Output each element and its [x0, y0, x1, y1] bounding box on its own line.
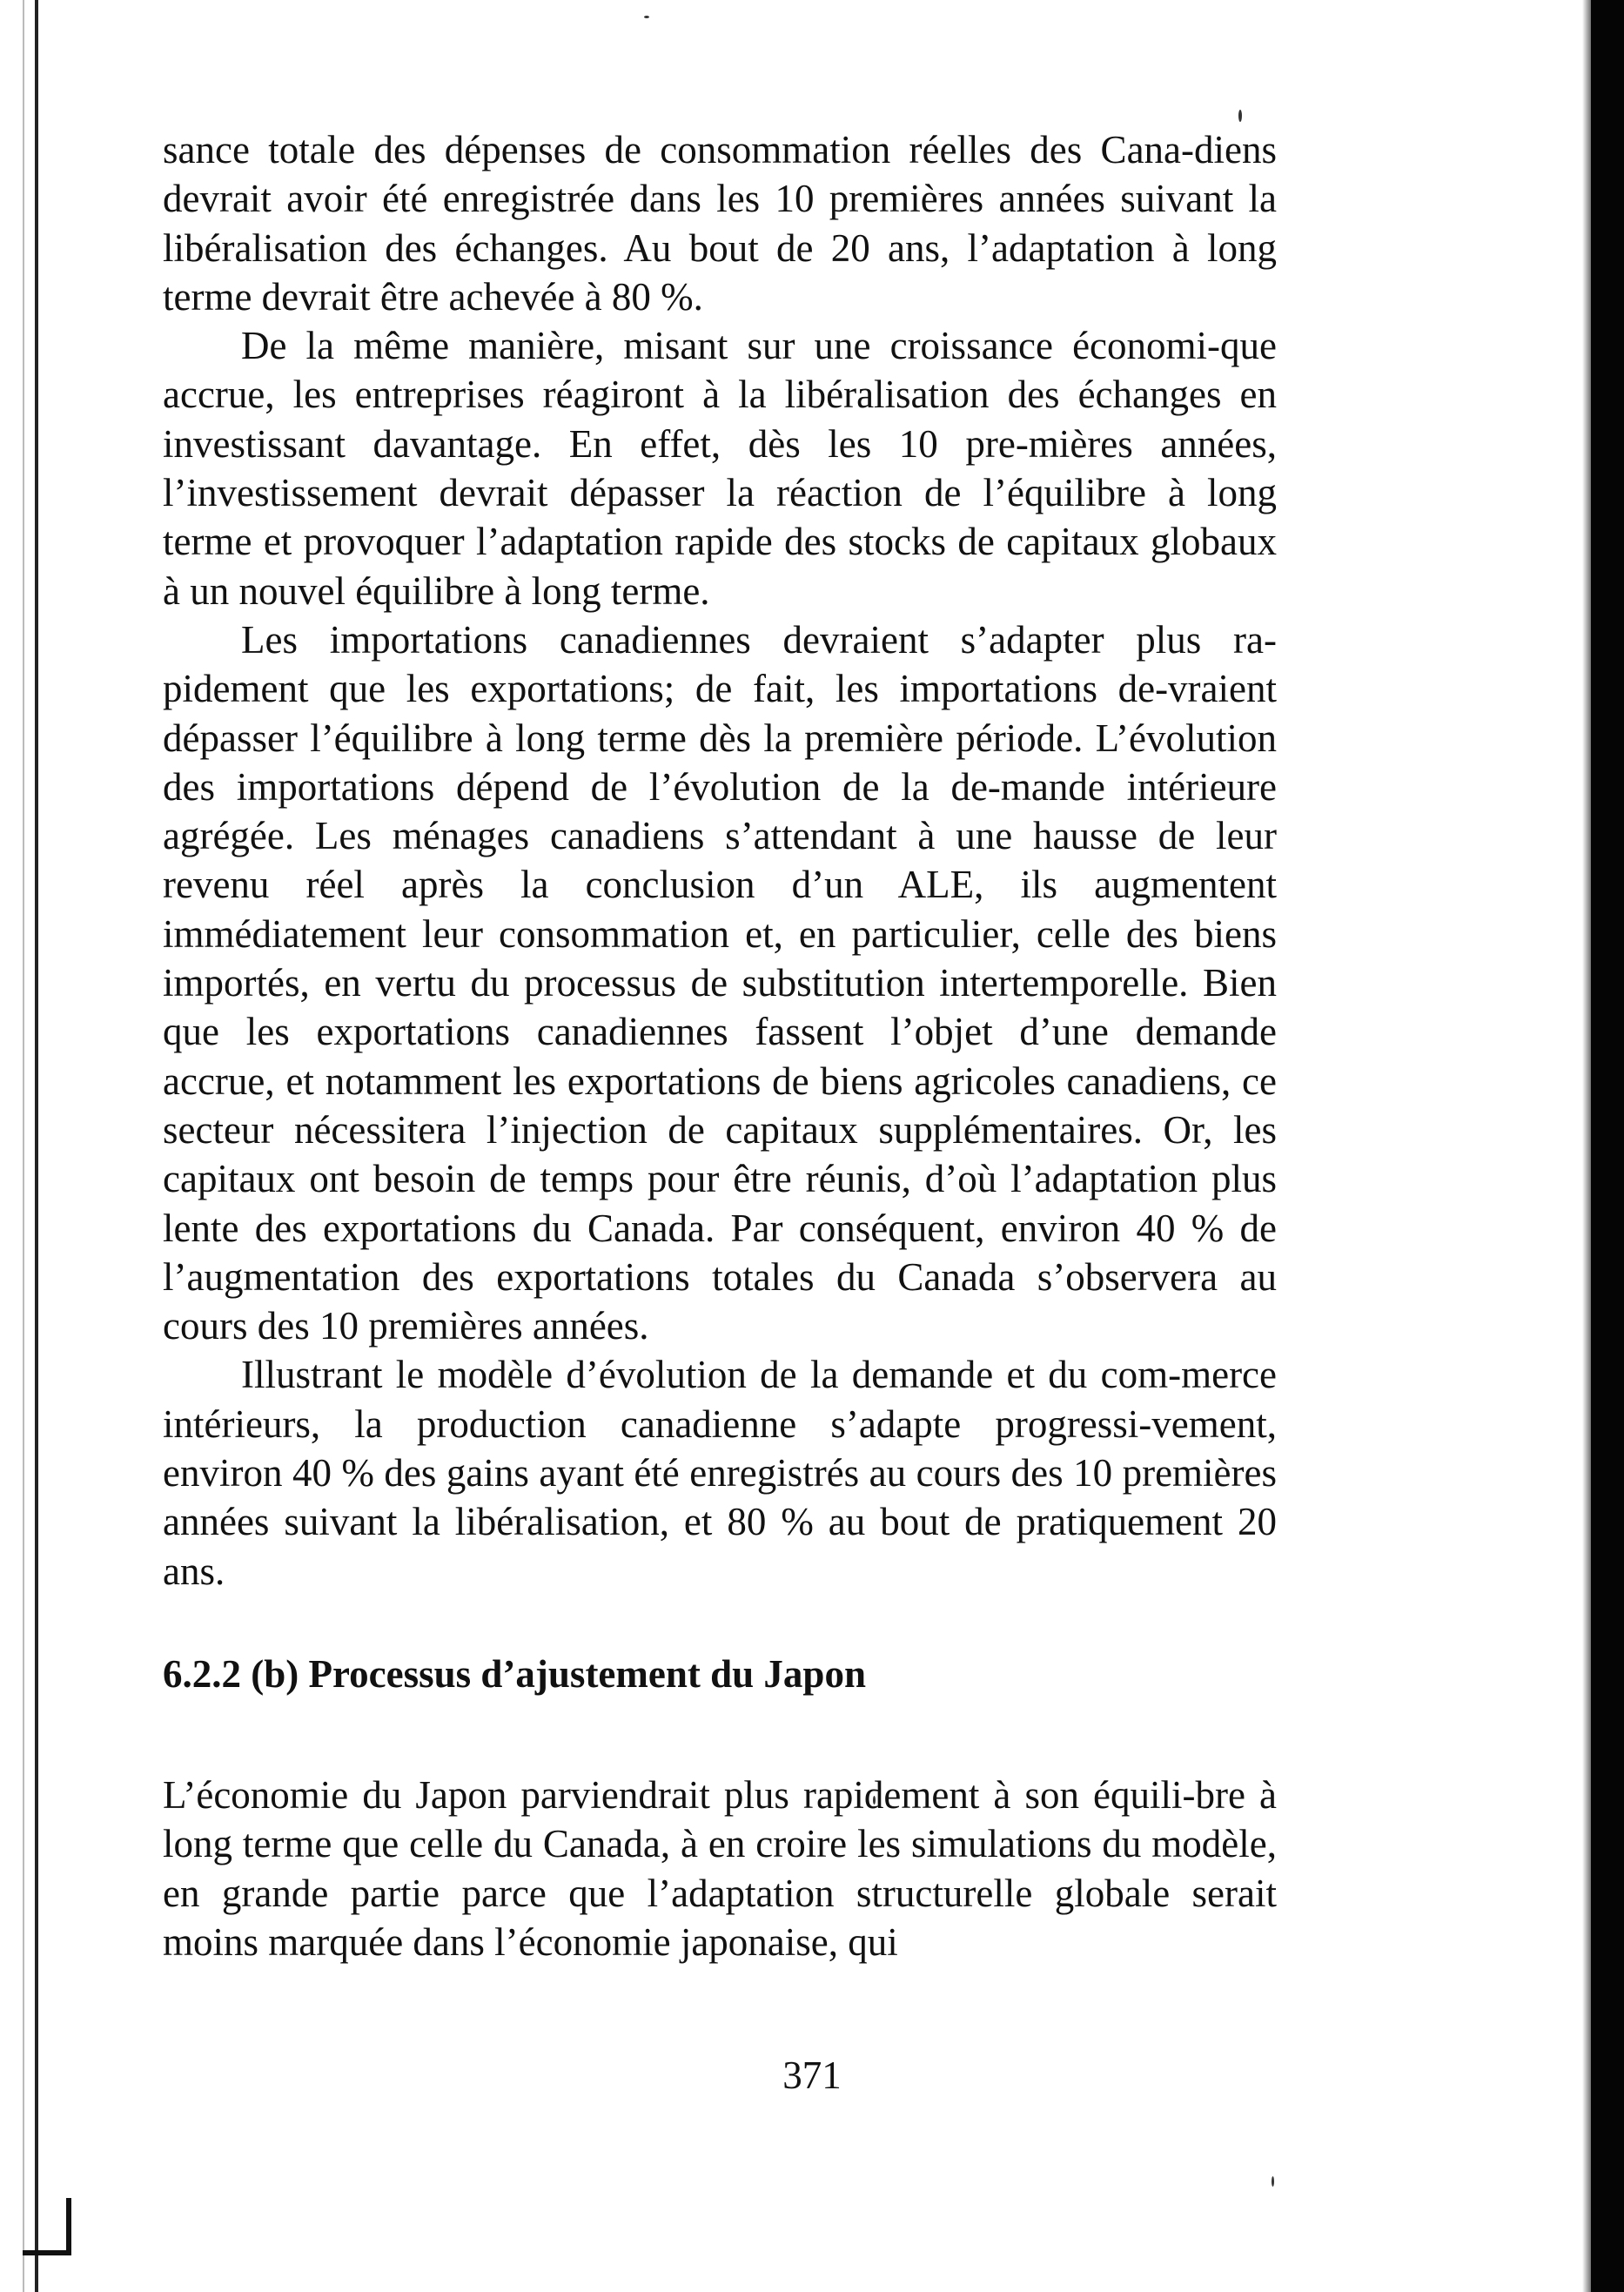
scan-corner-mark-vertical — [66, 2198, 71, 2255]
scan-edge-right — [1591, 0, 1624, 2292]
body-paragraph-2: De la même manière, misant sur une croissance économi-que accrue, les entreprises réagiront à la libéralisation des échanges en investissant davantage. En effet, dès les 10 pre-mières années, l’investissement devrait dépasser la réaction de l’équilibre à long terme et provoquer l’adaptation rapide des stocks de capitaux globaux à un nouvel équilibre à long terme. — [163, 324, 1277, 613]
page-number: 371 — [782, 2053, 842, 2097]
scan-speck — [644, 16, 649, 18]
scan-speck — [1272, 2176, 1274, 2187]
scan-corner-mark — [23, 2250, 71, 2255]
body-paragraph-3: Les importations canadiennes devraient s’adapter plus ra-pidement que les exportations; de fait, les importations de-vraient dépasser l’équilibre à long terme dès la première période. L’évolution des importations dépend de l’évolution de la de-mande intérieure agrégée. Les ménages canadiens s’attendant à une hausse de leur revenu réel après la conclusion d’un ALE, ils augmentent immédiatement leur consommation et, en particulier, celle des biens importés, en vertu du processus de substitution intertemporelle. Bien que les exportations canadiennes fassent l’objet d’une demande accrue, et notamment les exportations de biens agricoles canadiens, ce secteur nécessitera l’injection de capitaux supplémentaires. Or, les capitaux ont besoin de temps pour être réunis, d’où l’adaptation plus lente des exportations du Canada. Par conséquent, environ 40 % de l’augmentation des exportations totales du Canada s’observera au cours des 10 premières années. — [163, 617, 1277, 1348]
scan-edge-shadow — [1582, 0, 1591, 2292]
body-paragraph-4: Illustrant le modèle d’évolution de la demande et du com-merce intérieurs, la production canadienne s’adapte progressi-vement, environ 40 % des gains ayant été enregistrés au cours des 10 premières années suivant la libéralisation, et 80 % au bout de pratiquement 20 ans. — [163, 1353, 1277, 1593]
scan-speck — [1238, 110, 1242, 122]
body-paragraph-1: sance totale des dépenses de consommation réelles des Cana-diens devrait avoir été enregistrée dans les 10 premières années suivant la libéralisation des échanges. Au bout de 20 ans, l’adaptation à long terme devrait être achevée à 80 %. — [163, 128, 1277, 319]
section-heading: 6.2.2 (b) Processus d’ajustement du Japon — [163, 1651, 866, 1696]
scan-binding-shadow — [23, 0, 24, 2292]
scan-binding-edge — [35, 0, 38, 2292]
section-paragraph: L’économie du Japon parviendrait plus rapidement à son équili-bre à long terme que celle du Canada, à en croire les simulations du modèle, en grande partie parce que l’adaptation structurelle globale serait moins marquée dans l’économie japonaise, qui — [163, 1772, 1277, 1964]
page-body — [163, 125, 1277, 1966]
